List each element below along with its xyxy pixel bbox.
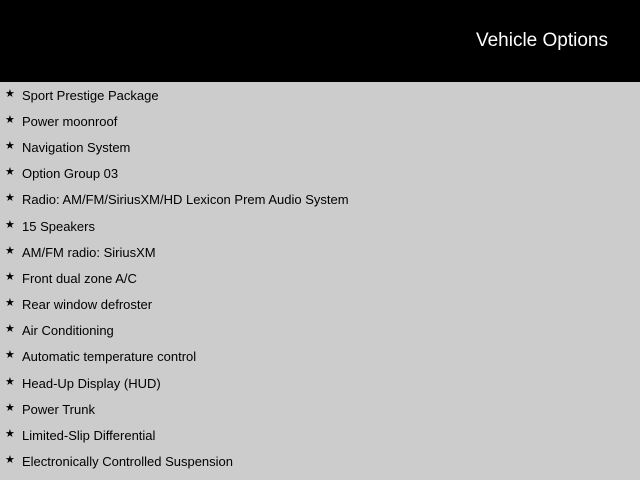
star-icon: ★ [5, 270, 15, 283]
list-item [0, 135, 640, 161]
option-label: Sport Prestige Package [22, 87, 159, 103]
star-icon: ★ [5, 349, 15, 362]
option-label: Option Group 03 [22, 166, 119, 182]
option-label: Front dual zone A/C [22, 270, 137, 286]
star-icon: ★ [5, 166, 15, 179]
list-item [0, 318, 640, 344]
option-label: Electronically Controlled Suspension [22, 454, 234, 470]
list-item [0, 214, 640, 240]
star-icon: ★ [5, 218, 15, 231]
header-bar [0, 0, 640, 82]
list-item [0, 187, 640, 213]
star-icon: ★ [5, 113, 15, 126]
option-label: Rear window defroster [22, 297, 153, 313]
list-item [0, 344, 640, 370]
star-icon: ★ [5, 139, 15, 152]
option-label: Navigation System [22, 139, 131, 155]
list-item [0, 449, 640, 475]
page-title: Vehicle Options [475, 30, 608, 51]
option-label: AM/FM radio: SiriusXM [22, 244, 156, 260]
option-label: Radio: AM/FM/SiriusXM/HD Lexicon Prem Audio System [22, 192, 349, 208]
option-label: 15 Speakers [22, 218, 95, 234]
option-label: Air Conditioning [22, 323, 114, 339]
star-icon: ★ [5, 323, 15, 336]
list-item [0, 292, 640, 318]
star-icon: ★ [5, 297, 15, 310]
list-item [0, 371, 640, 397]
option-label: Power Trunk [22, 401, 95, 417]
list-item [0, 423, 640, 449]
list-item [0, 109, 640, 135]
list-item [0, 266, 640, 292]
star-icon: ★ [5, 428, 15, 441]
star-icon: ★ [5, 401, 15, 414]
list-item [0, 83, 640, 109]
star-icon: ★ [5, 192, 15, 205]
star-icon: ★ [5, 87, 15, 100]
star-icon: ★ [5, 244, 15, 257]
option-label: Power moonroof [22, 113, 118, 129]
list-item [0, 397, 640, 423]
option-label: Limited-Slip Differential [22, 428, 156, 444]
list-item [0, 240, 640, 266]
option-label: Head-Up Display (HUD) [22, 375, 161, 391]
star-icon: ★ [5, 375, 15, 388]
option-label: Automatic temperature control [22, 349, 197, 365]
vehicle-options-list [0, 82, 640, 480]
star-icon: ★ [5, 454, 15, 467]
list-item [0, 161, 640, 187]
